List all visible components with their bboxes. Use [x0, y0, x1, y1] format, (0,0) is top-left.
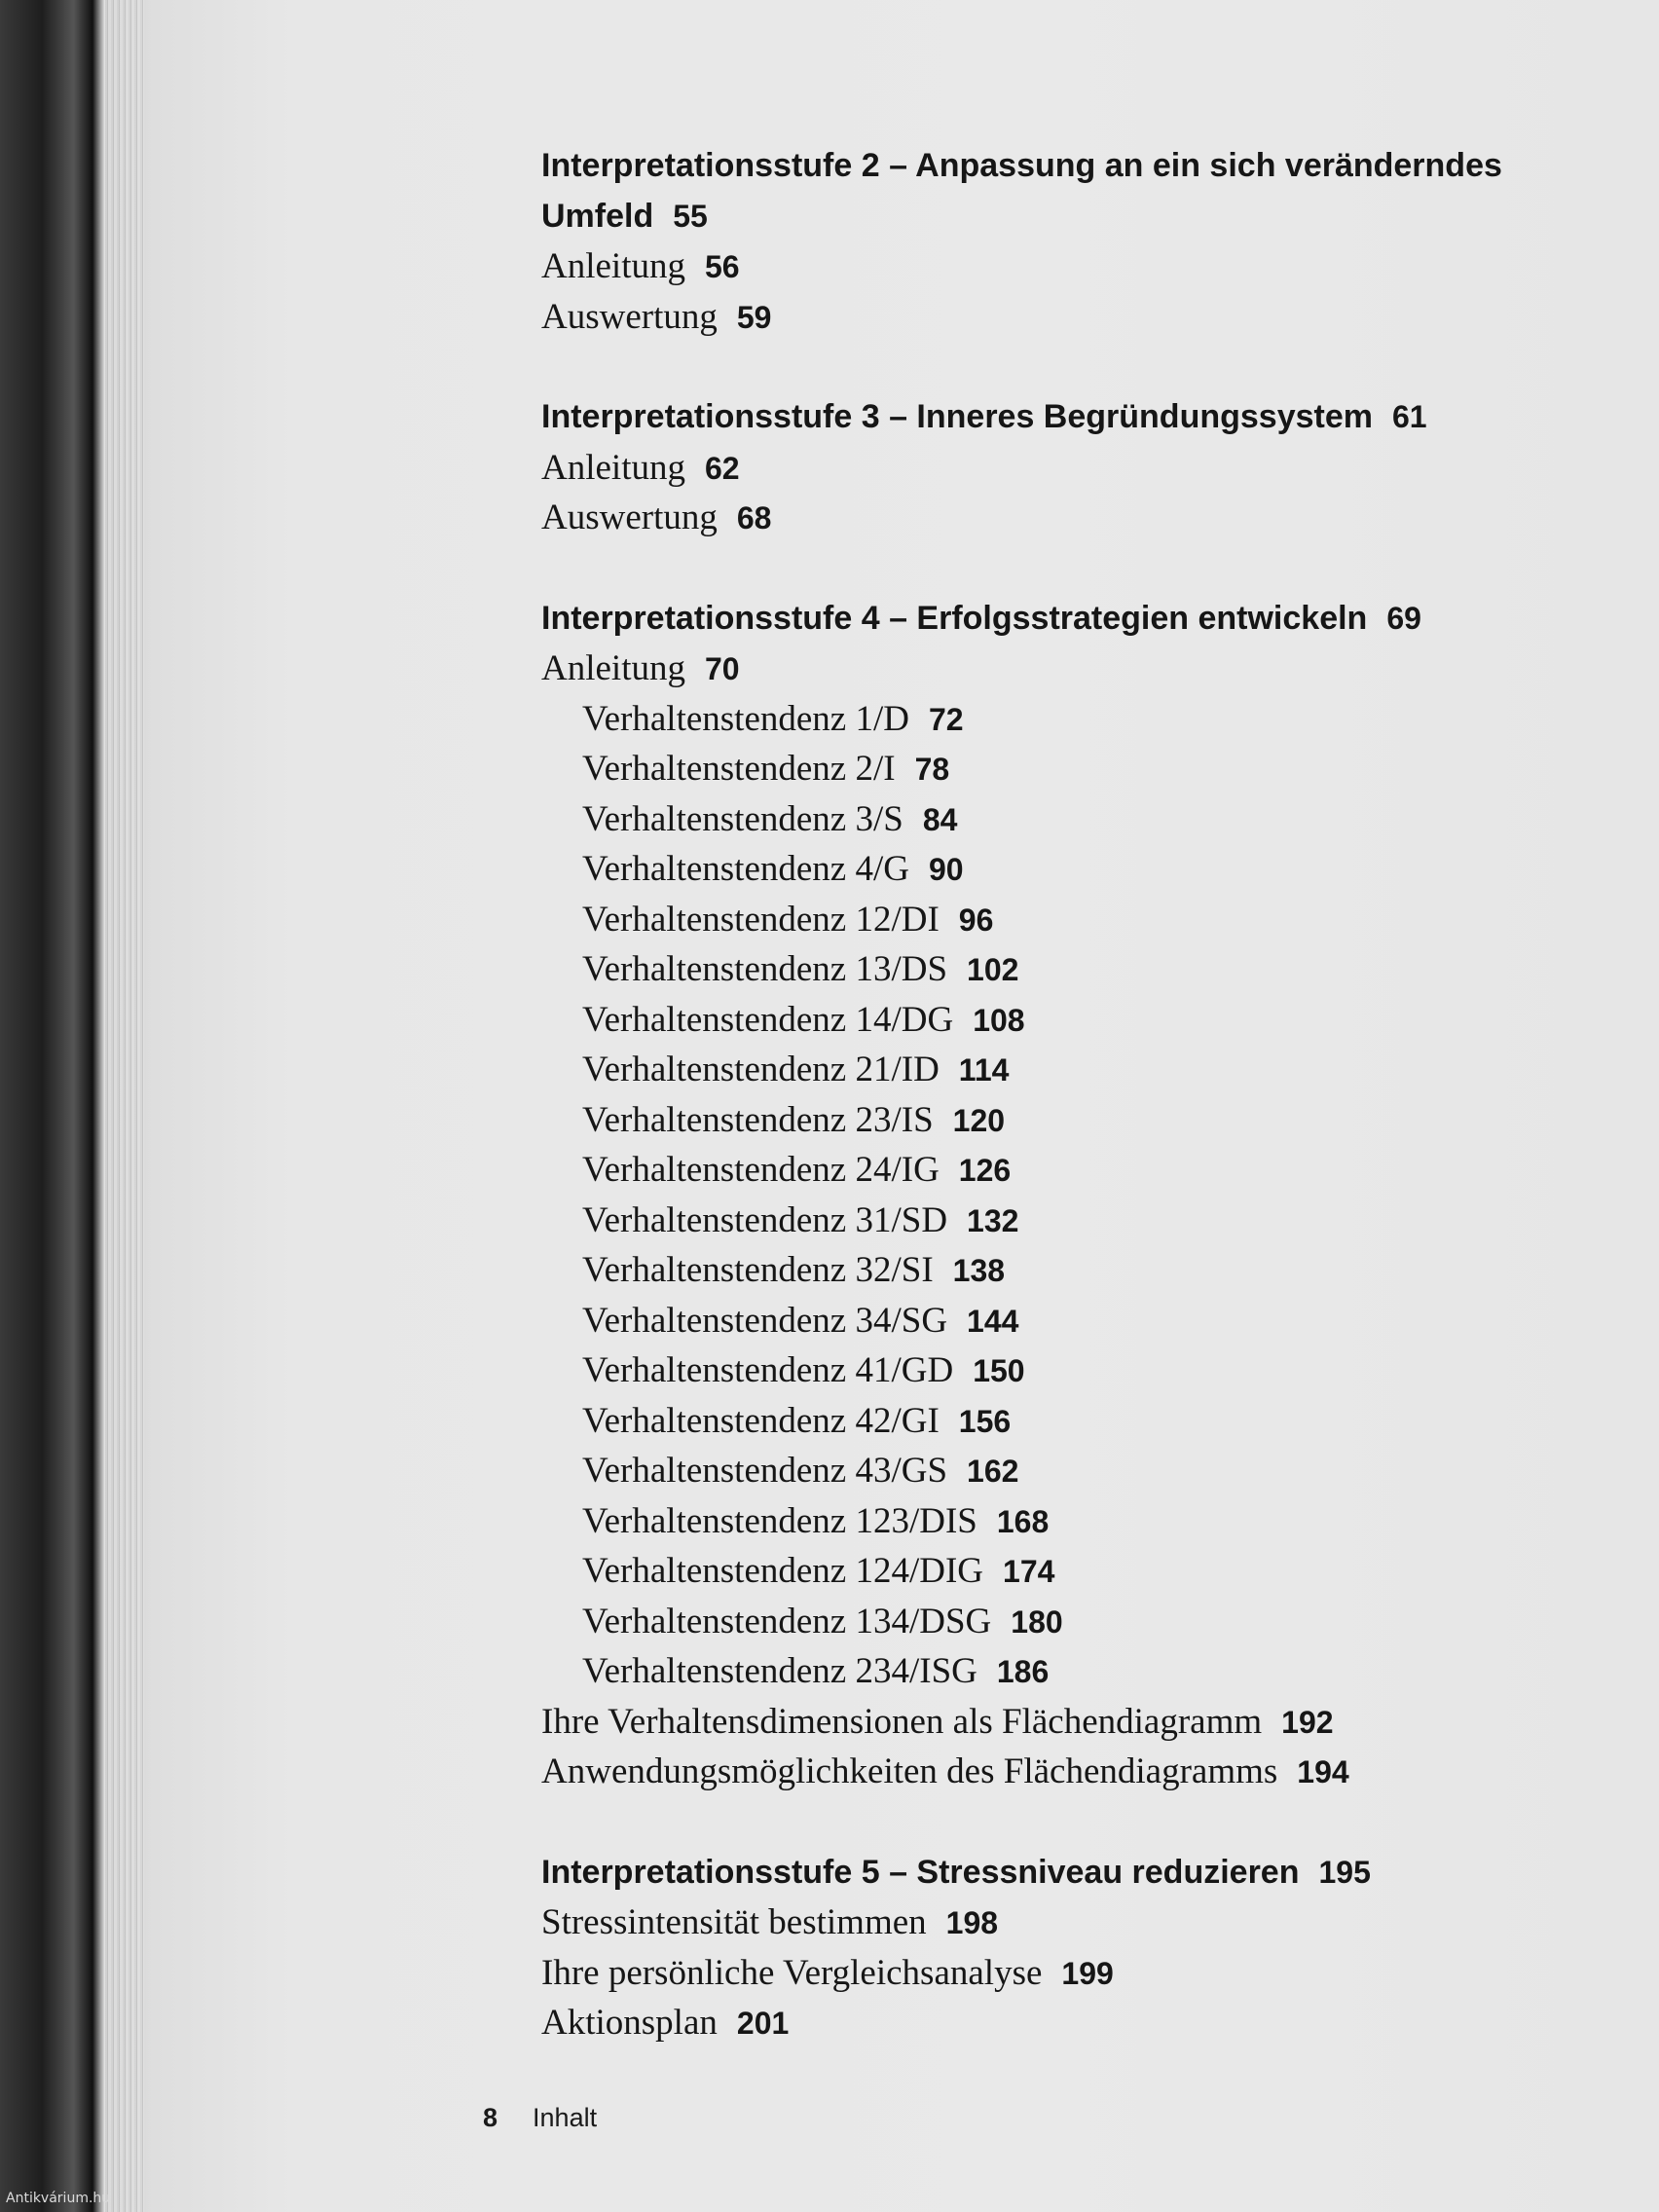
toc-entry-tendency [541, 1296, 1593, 1346]
toc-entry [541, 1747, 1593, 1797]
toc-heading [541, 1848, 1593, 1899]
page-number: 201 [736, 2006, 790, 2041]
entry-label: Anleitung [541, 648, 685, 688]
toc-heading-text: Interpretationsstufe 2 – Anpassung an ein sich veränderndes [541, 147, 1502, 184]
footer-page-number: 8 [483, 2103, 498, 2132]
toc-entry [541, 1948, 1593, 1999]
toc-entry [541, 644, 1593, 694]
page-number: 84 [922, 801, 958, 837]
page-number: 174 [1003, 1554, 1055, 1589]
toc-entry [541, 443, 1593, 494]
entry-label: Verhaltenstendenz 12/DI [582, 899, 940, 940]
entry-label: Verhaltenstendenz 4/G [582, 849, 909, 889]
entry-label: Verhaltenstendenz 1/D [582, 698, 909, 739]
toc-entry-tendency [541, 1446, 1593, 1496]
page-number: 186 [996, 1654, 1050, 1689]
entry-label: Ihre persönliche Vergleichsanalyse [541, 1952, 1043, 1993]
table-of-contents [541, 141, 1593, 2099]
entry-label: Verhaltenstendenz 234/ISG [582, 1651, 977, 1691]
entry-label: Verhaltenstendenz 21/ID [582, 1050, 940, 1089]
toc-entry-tendency [541, 895, 1593, 945]
page-number: 69 [1386, 600, 1421, 636]
page-number: 195 [1318, 1854, 1371, 1890]
page-number: 168 [996, 1503, 1050, 1539]
toc-heading-text: Interpretationsstufe 5 – Stressniveau reduzieren [541, 1853, 1300, 1891]
entry-label: Verhaltenstendenz 3/S [582, 798, 903, 839]
entry-label: Verhaltenstendenz 31/SD [582, 1199, 948, 1240]
page-number: 62 [704, 450, 740, 486]
page-number: 68 [736, 500, 772, 535]
toc-heading-cont [541, 192, 1593, 242]
toc-entry-tendency [541, 1597, 1593, 1647]
page-number: 56 [704, 249, 740, 284]
page-number: 138 [952, 1253, 1006, 1288]
entry-label: Verhaltenstendenz 34/SG [582, 1300, 948, 1341]
toc-entry-tendency [541, 1045, 1593, 1095]
toc-heading-text: Umfeld [541, 197, 654, 235]
toc-entry-tendency [541, 1396, 1593, 1447]
entry-label: Ihre Verhaltensdimensionen als Flächendiagramm [541, 1701, 1263, 1742]
page-number: 194 [1297, 1754, 1349, 1789]
toc-entry-tendency [541, 1496, 1593, 1547]
entry-label: Verhaltenstendenz 134/DSG [582, 1601, 992, 1641]
entry-label: Verhaltenstendenz 124/DIG [582, 1551, 984, 1591]
page-number: 70 [704, 651, 740, 686]
page-number: 61 [1391, 399, 1427, 434]
toc-heading [541, 141, 1593, 192]
footer-section-title: Inhalt [533, 2103, 598, 2132]
page-number: 156 [958, 1403, 1012, 1439]
toc-entry-tendency [541, 744, 1593, 794]
toc-heading [541, 392, 1593, 443]
entry-label: Verhaltenstendenz 13/DS [582, 949, 948, 989]
toc-heading-text: Interpretationsstufe 3 – Inneres Begründungssystem [541, 398, 1373, 435]
watermark: Antikvárium.hu [6, 2191, 111, 2206]
page-number: 72 [928, 701, 964, 737]
entry-label: Auswertung [541, 296, 718, 337]
entry-label: Auswertung [541, 498, 718, 537]
entry-label: Verhaltenstendenz 23/IS [582, 1099, 934, 1140]
toc-heading [541, 594, 1593, 645]
toc-section-3 [541, 392, 1593, 543]
entry-label: Anleitung [541, 447, 685, 488]
page-number: 108 [973, 1002, 1025, 1038]
page-number: 192 [1281, 1704, 1334, 1740]
toc-entry [541, 292, 1593, 343]
entry-label: Aktionsplan [541, 2003, 718, 2043]
entry-label: Verhaltenstendenz 32/SI [582, 1250, 934, 1290]
page-footer [483, 2103, 597, 2133]
toc-entry-tendency [541, 1245, 1593, 1296]
page-number: 132 [967, 1202, 1019, 1238]
entry-label: Verhaltenstendenz 42/GI [582, 1400, 940, 1441]
toc-section-2 [541, 141, 1593, 342]
toc-entry-tendency [541, 1196, 1593, 1246]
page-number: 144 [967, 1303, 1019, 1339]
page-number: 199 [1061, 1955, 1114, 1991]
page-number: 114 [958, 1052, 1010, 1088]
page-number: 78 [914, 752, 950, 787]
tendency-list [541, 694, 1593, 1697]
toc-entry-tendency [541, 1145, 1593, 1196]
toc-entry [541, 493, 1593, 543]
page-number: 120 [952, 1102, 1006, 1138]
toc-heading-text: Interpretationsstufe 4 – Erfolgsstrategien entwickeln [541, 599, 1368, 637]
toc-entry-tendency [541, 995, 1593, 1046]
entry-label: Verhaltenstendenz 24/IG [582, 1150, 940, 1190]
page-number: 90 [928, 852, 964, 887]
toc-entry [541, 1898, 1593, 1948]
toc-entry-tendency [541, 944, 1593, 995]
page-number: 96 [958, 902, 994, 938]
toc-entry-tendency [541, 694, 1593, 745]
page-number: 162 [967, 1454, 1019, 1489]
entry-label: Verhaltenstendenz 41/GD [582, 1350, 954, 1390]
page-number: 198 [945, 1905, 999, 1940]
toc-section-5 [541, 1848, 1593, 2048]
toc-entry-tendency [541, 1546, 1593, 1597]
page-edges [105, 0, 144, 2212]
toc-entry [541, 241, 1593, 292]
toc-section-4 [541, 594, 1593, 1797]
entry-label: Anwendungsmöglichkeiten des Flächendiagramms [541, 1751, 1278, 1791]
entry-label: Verhaltenstendenz 43/GS [582, 1451, 948, 1491]
page-number: 102 [967, 952, 1019, 987]
page-number: 59 [736, 299, 772, 335]
book-spine [0, 0, 105, 2212]
toc-entry-tendency [541, 1646, 1593, 1697]
entry-label: Verhaltenstendenz 14/DG [582, 999, 954, 1040]
entry-label: Anleitung [541, 246, 685, 286]
toc-entry-tendency [541, 1346, 1593, 1396]
toc-entry [541, 1998, 1593, 2048]
entry-label: Verhaltenstendenz 2/I [582, 749, 896, 789]
toc-entry-tendency [541, 794, 1593, 845]
entry-label: Stressintensität bestimmen [541, 1902, 927, 1942]
page-number: 180 [1011, 1604, 1063, 1640]
toc-entry-tendency [541, 844, 1593, 895]
toc-entry-tendency [541, 1095, 1593, 1146]
page-number: 150 [973, 1353, 1025, 1388]
entry-label: Verhaltenstendenz 123/DIS [582, 1500, 977, 1541]
page-number: 55 [673, 198, 708, 234]
page-number: 126 [958, 1153, 1012, 1188]
toc-entry [541, 1697, 1593, 1748]
